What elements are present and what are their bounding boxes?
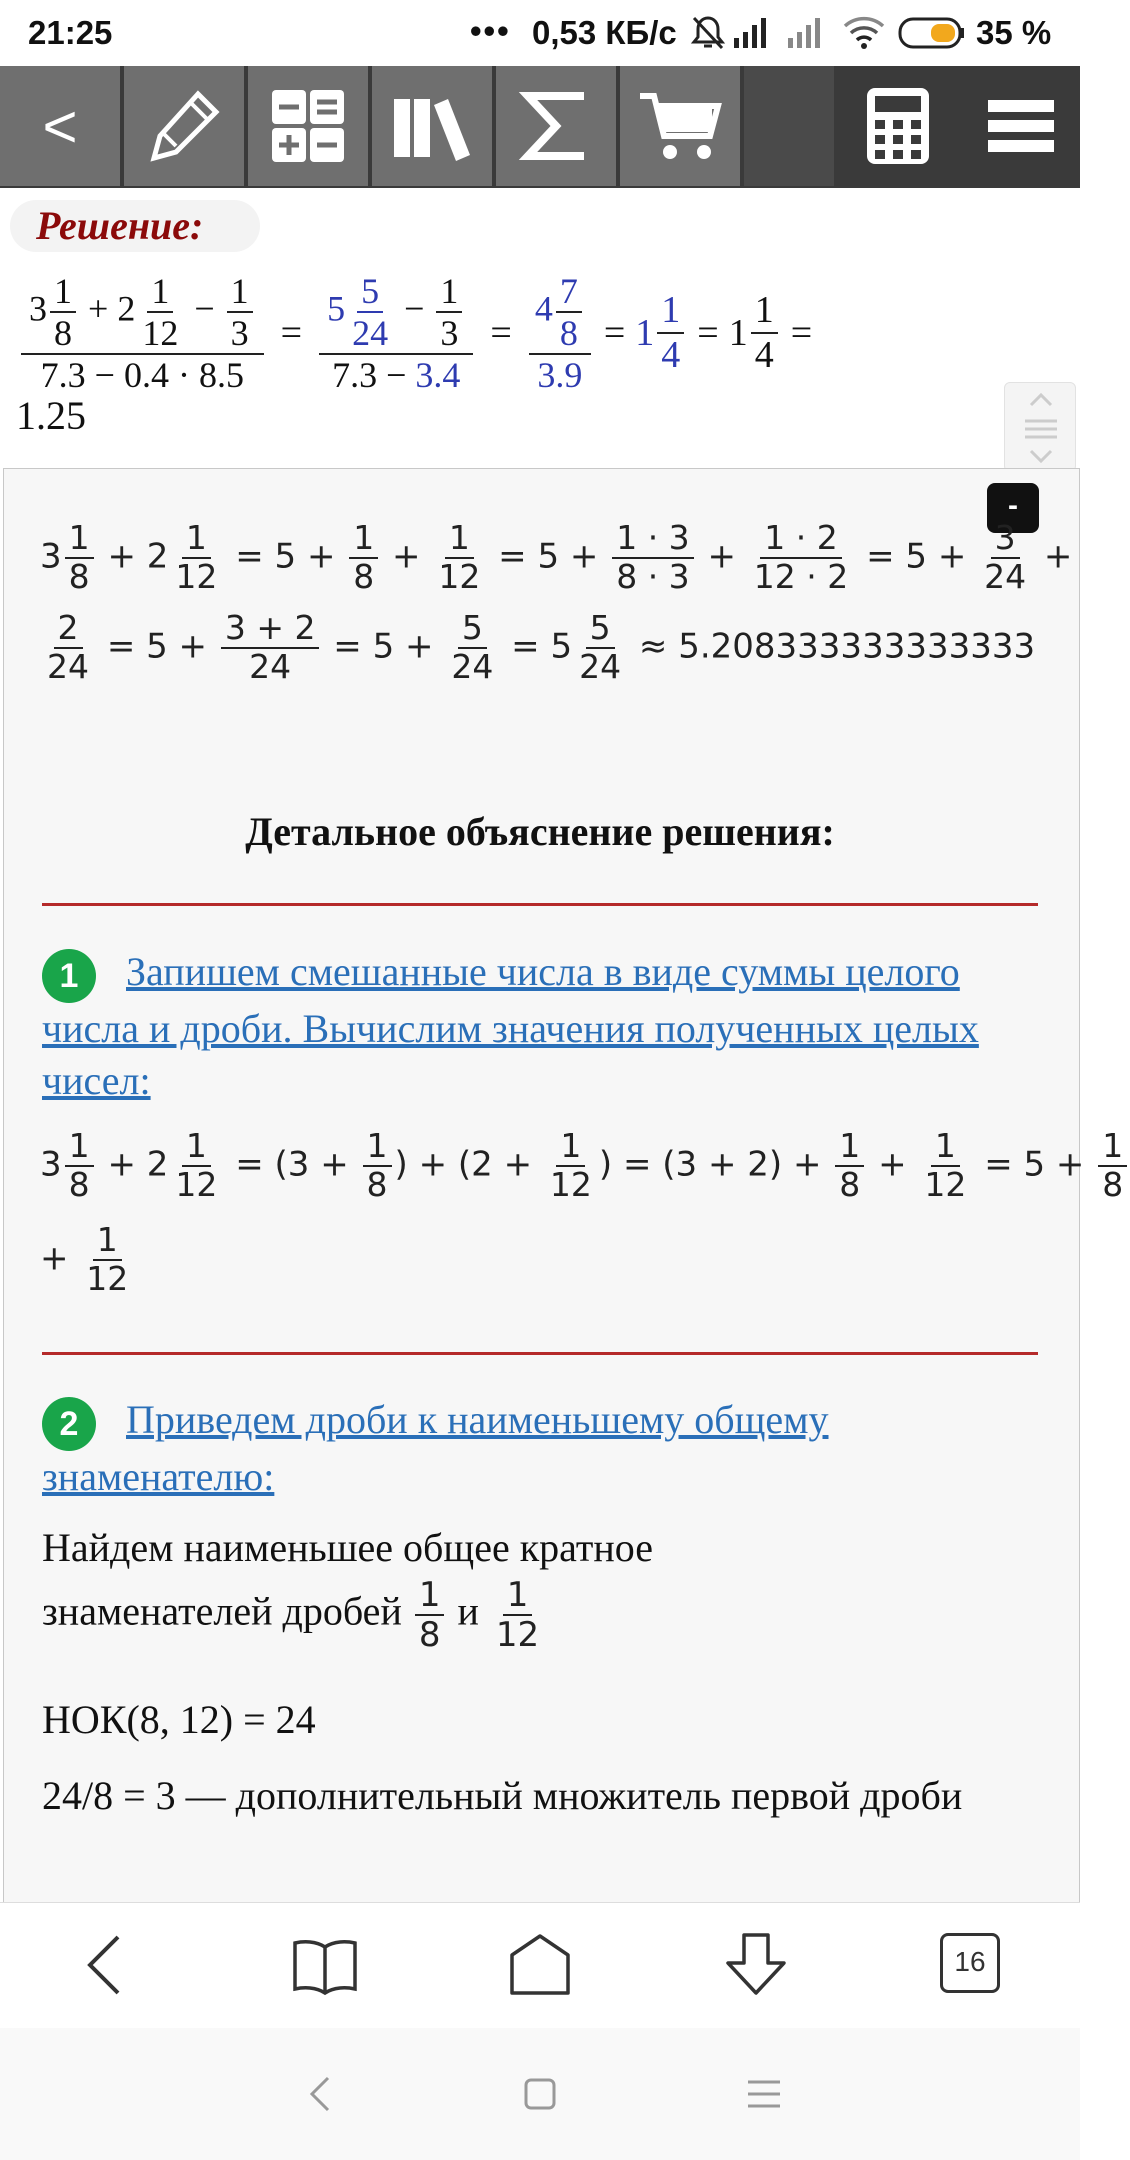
- tabs-counter[interactable]: 16: [940, 1933, 1000, 1993]
- home-icon[interactable]: [508, 1933, 572, 2004]
- step-2-heading: [42, 1394, 1042, 1503]
- download-icon[interactable]: [722, 1931, 790, 2004]
- main-expression: 3 $\frac{1}{8}$ + 2 $\frac{1}{12}$ − $\frac{1}{3}$ 7.3 − 0.4 · 8.5 = 5 $\frac{5}{24}$ − $\frac{1}{3}$ 7.3 − 3.4 = 4 $\frac{7}{8}$ 3.9 = 1 $\frac{1}{4}$ = 1 $\frac{1}{4}$ =: [18, 258, 1018, 408]
- library-button[interactable]: [372, 66, 492, 186]
- wifi-icon: [842, 14, 886, 58]
- decimal-result: 1.25: [16, 393, 86, 438]
- cart-button[interactable]: [620, 66, 740, 186]
- multiplier-text: 24/8 = 3 — дополнительный множитель первой дроби: [42, 1773, 963, 1818]
- step-1-badge: 1: [42, 949, 96, 1003]
- browser-bottom-nav: [0, 1902, 1080, 2028]
- sigma-icon: [518, 88, 594, 164]
- toolbar-spacer: [744, 66, 834, 186]
- signal-icon: [732, 16, 772, 56]
- signal-2-icon: [786, 16, 826, 56]
- back-button[interactable]: [0, 66, 120, 186]
- main-fraction-1: 3 $\frac{1}{8}$ + 2 $\frac{1}{12}$ − $\frac{1}{3}$ 7.3 − 0.4 · 8.5: [21, 271, 264, 396]
- step-2-link[interactable]: Приведем дроби к наименьшему общему знаменателю:: [42, 1397, 829, 1499]
- step-1-link[interactable]: Запишем смешанные числа в виде суммы целого числа и дроби. Вычислим значения полученных целых чисел:: [42, 949, 979, 1103]
- solution-title: Решение:: [10, 200, 260, 252]
- back-arrow-icon[interactable]: [82, 1933, 130, 2002]
- calculator-icon: [863, 86, 933, 166]
- sum-line-1: 3 $\frac{1}{8}$ + 2 $\frac{1}{12}$ = 5 + $\frac{1}{8}$ + $\frac{1}{12}$ = 5 + $\frac{1 \cdot 3}{8 \cdot 3}$ + $\frac{1 \cdot 2}{12 \cdot 2}$ = 5 + $\frac{3}{24}$ +: [40, 518, 1073, 596]
- status-bar: [0, 0, 1080, 66]
- step-2-badge: 2: [42, 1397, 96, 1451]
- main-fraction-3: 4 $\frac{7}{8}$ 3.9: [529, 271, 591, 396]
- battery-icon: [898, 16, 966, 58]
- divider: [42, 1352, 1038, 1355]
- menu-button[interactable]: [962, 66, 1080, 186]
- mute-icon: [690, 14, 726, 60]
- calculator-ops-button[interactable]: [248, 66, 368, 186]
- books-icon: [390, 91, 474, 161]
- system-home-icon[interactable]: [524, 2078, 556, 2115]
- divider: [42, 903, 1038, 906]
- result-fraction-blue: $\frac{1}{4}$: [657, 289, 684, 376]
- formulas-button[interactable]: [496, 66, 616, 186]
- back-label: <: [42, 92, 78, 160]
- calculator-ops-icon: [270, 88, 346, 164]
- pencil-button[interactable]: [124, 66, 244, 186]
- step-2-text-2: знаменателей дробей $\frac{1}{8}$ и $\frac{1}{12}$: [42, 1575, 540, 1656]
- scroll-handle[interactable]: [1004, 382, 1076, 472]
- battery-percent: 35 %: [976, 14, 1052, 51]
- network-speed: 0,53 КБ/с: [532, 14, 677, 51]
- lcm-text: НОК(8, 12) = 24: [42, 1697, 316, 1742]
- calculator-button[interactable]: [838, 66, 958, 186]
- book-icon[interactable]: [292, 1937, 358, 2000]
- main-fraction-2: 5 $\frac{5}{24}$ − $\frac{1}{3}$ 7.3 − 3.4: [319, 271, 473, 396]
- detail-title: Детальное объяснение решения:: [245, 809, 835, 854]
- cart-icon: [638, 88, 722, 164]
- result-fraction: $\frac{1}{4}$: [751, 289, 778, 376]
- sum-line-2: $\frac{2}{24}$ = 5 + $\frac{3 + 2}{24}$ = 5 + $\frac{5}{24}$ = 5 $\frac{5}{24}$ ≈ 5.208333333333333: [47, 608, 1036, 686]
- collapse-button[interactable]: -: [987, 483, 1039, 533]
- step-1-heading: [42, 946, 1042, 1107]
- step-2-text-1: Найдем наименьшее общее кратное: [42, 1525, 653, 1570]
- pencil-icon: [144, 86, 224, 166]
- system-nav-bar: [0, 2028, 1080, 2160]
- system-menu-icon[interactable]: [746, 2078, 782, 2115]
- step-1-equation: 3 $\frac{1}{8}$ + 2 $\frac{1}{12}$ = (3 + $\frac{1}{8}$ ) + (2 + $\frac{1}{12}$ ) = (3 + 2) + $\frac{1}{8}$ + $\frac{1}{12}$ = 5 + $\frac{1}{8}$: [40, 1128, 1130, 1204]
- menu-icon: [986, 98, 1056, 154]
- system-back-icon[interactable]: [306, 2074, 334, 2119]
- step-1-equation-cont: + $\frac{1}{12}$: [40, 1220, 129, 1298]
- status-dots: •••: [470, 12, 511, 49]
- app-toolbar: [0, 66, 1080, 188]
- status-time: 21:25: [28, 14, 113, 51]
